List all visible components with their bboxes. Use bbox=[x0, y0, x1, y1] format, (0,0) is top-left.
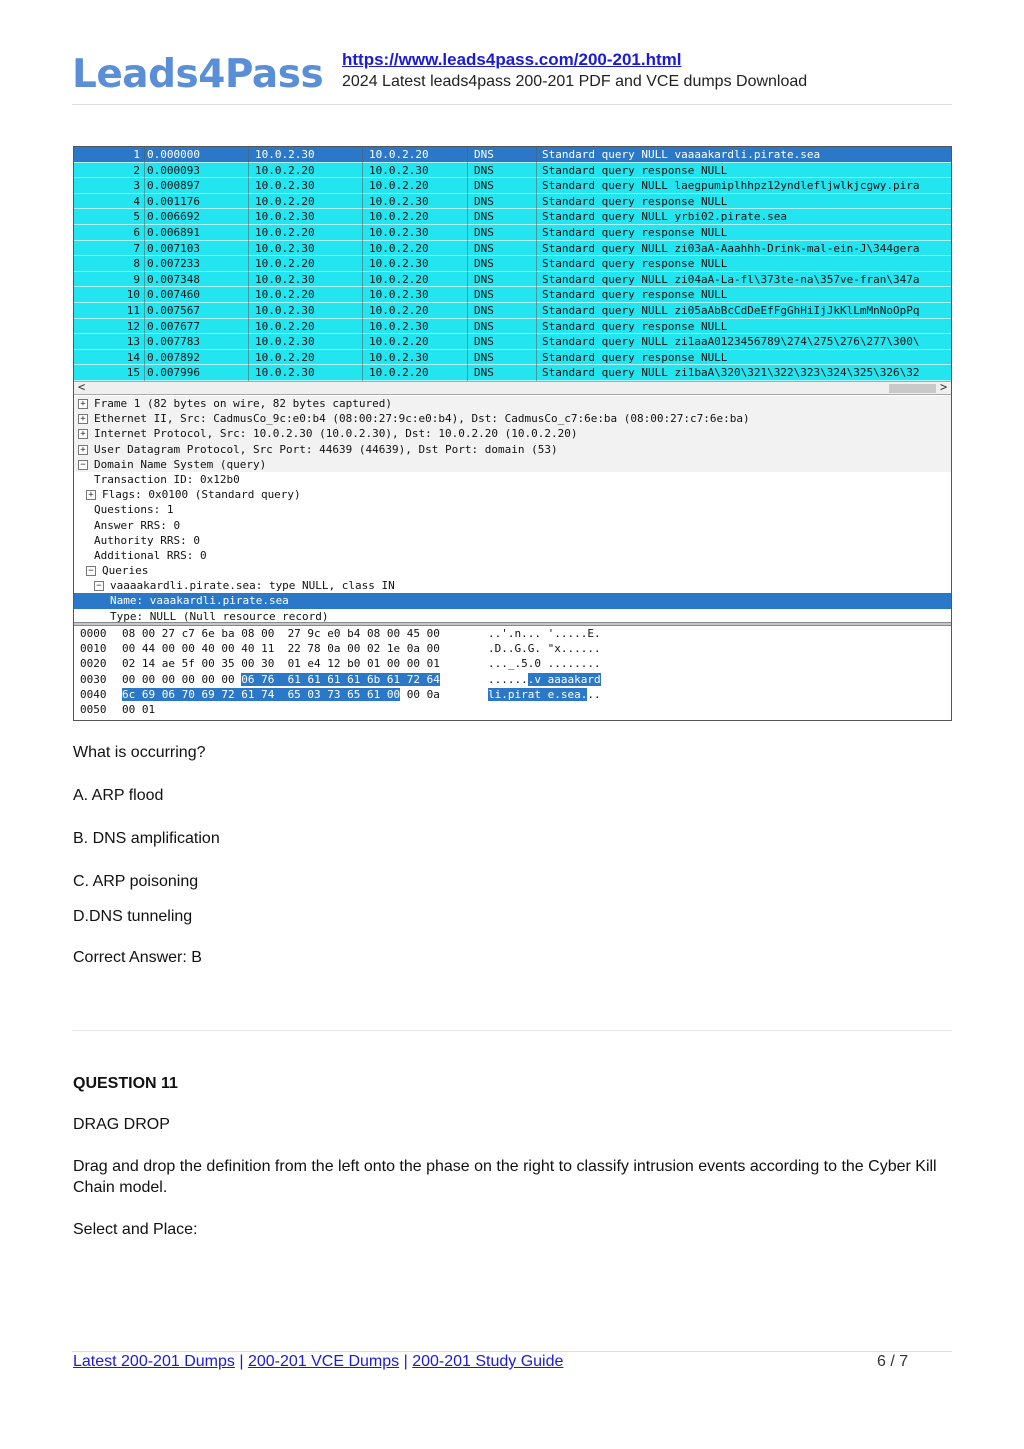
packet-number: 9 bbox=[133, 272, 140, 286]
hex-bytes-text: 00 00 00 00 00 00 bbox=[122, 672, 242, 686]
horizontal-scrollbar bbox=[74, 381, 951, 395]
packet-number: 6 bbox=[133, 225, 140, 239]
detail-line bbox=[74, 593, 951, 608]
packet-source: 10.0.2.30 bbox=[255, 148, 315, 161]
detail-text: Flags: 0x0100 (Standard query) bbox=[102, 488, 301, 502]
packet-info: Standard query NULL zi1baA\320\321\322\323\324\325\326\32 bbox=[542, 366, 920, 380]
hex-ascii bbox=[488, 687, 601, 702]
packet-source: 10.0.2.30 bbox=[255, 210, 315, 224]
packet-info: Standard query NULL yrbi02.pirate.sea bbox=[542, 210, 788, 224]
detail-line bbox=[74, 457, 951, 472]
option-b: B. DNS amplification bbox=[73, 830, 220, 847]
packet-number: 5 bbox=[133, 210, 140, 224]
hex-offset: 0010 bbox=[80, 642, 107, 656]
packet-info: Standard query NULL laegpumiplhhpz12yndlefljwlkjcgwy.pira bbox=[542, 179, 920, 193]
expand-toggle-icon: + bbox=[86, 490, 96, 500]
detail-line bbox=[74, 578, 951, 593]
packet-row bbox=[74, 350, 951, 366]
detail-line bbox=[74, 502, 951, 517]
packet-row bbox=[74, 365, 951, 381]
packet-source: 10.0.2.30 bbox=[255, 335, 315, 349]
packet-list bbox=[74, 147, 951, 381]
hex-ascii bbox=[488, 656, 601, 671]
option-c: C. ARP poisoning bbox=[73, 873, 199, 890]
packet-row bbox=[74, 287, 951, 303]
packet-number: 11 bbox=[126, 303, 140, 317]
hex-bytes-text: 00 01 bbox=[122, 702, 156, 716]
packet-protocol: DNS bbox=[474, 319, 494, 333]
packet-row bbox=[74, 209, 951, 225]
packet-time: 0.007348 bbox=[147, 272, 200, 286]
packet-info: Standard query response NULL bbox=[542, 225, 728, 239]
packet-protocol: DNS bbox=[474, 350, 494, 364]
packet-protocol: DNS bbox=[474, 210, 494, 224]
packet-info: Standard query NULL zi03aA-Aaahhh-Drink-mal-ein-J\344gera bbox=[542, 241, 920, 255]
packet-destination: 10.0.2.30 bbox=[369, 350, 429, 364]
header-url-link[interactable]: https://www.leads4pass.com/200-201.html bbox=[342, 50, 682, 69]
detail-line bbox=[74, 487, 951, 502]
packet-destination: 10.0.2.20 bbox=[369, 210, 429, 224]
detail-text: Additional RRS: 0 bbox=[94, 548, 207, 562]
page-number: 6 / 7 bbox=[877, 1353, 909, 1370]
hex-ascii bbox=[488, 672, 601, 687]
detail-text: Frame 1 (82 bytes on wire, 82 bytes captured) bbox=[94, 397, 393, 410]
packet-info: Standard query NULL zi05aAbBcCdDeEfFgGhHiIjJkKlLmMnNoOpPq bbox=[542, 303, 920, 317]
packet-info: Standard query response NULL bbox=[542, 163, 728, 177]
packet-number: 13 bbox=[126, 335, 140, 349]
packet-destination: 10.0.2.20 bbox=[369, 179, 429, 193]
hex-bytes-text: 02 14 ae 5f 00 35 00 30 01 e4 12 b0 01 00 00 01 bbox=[122, 657, 440, 671]
hex-ascii-text: ..._.5.0 ........ bbox=[488, 657, 601, 671]
expand-toggle-icon: + bbox=[78, 399, 88, 409]
packet-source: 10.0.2.20 bbox=[255, 163, 315, 177]
packet-protocol: DNS bbox=[474, 241, 494, 255]
hex-offset: 0040 bbox=[80, 687, 107, 701]
detail-text: Name: vaaakardli.pirate.sea bbox=[110, 594, 289, 608]
packet-info: Standard query NULL zi04aA-La-fl\373te-na\357ve-fran\347a bbox=[542, 272, 920, 286]
packet-time: 0.006692 bbox=[147, 210, 200, 224]
footer-separator: | bbox=[403, 1353, 408, 1370]
packet-source: 10.0.2.20 bbox=[255, 319, 315, 333]
hex-bytes bbox=[122, 672, 440, 687]
packet-time: 0.007103 bbox=[147, 241, 200, 255]
column-separator bbox=[248, 147, 249, 381]
hex-bytes-highlight: 06 76 61 61 61 61 6b 61 72 64 bbox=[241, 672, 440, 686]
detail-line bbox=[74, 533, 951, 548]
scroll-left-icon: < bbox=[78, 380, 86, 394]
hex-line bbox=[74, 656, 951, 671]
packet-destination: 10.0.2.30 bbox=[369, 163, 429, 177]
column-separator bbox=[362, 147, 363, 381]
packet-protocol: DNS bbox=[474, 163, 494, 177]
hex-ascii-text: .. bbox=[587, 687, 601, 701]
packet-info: Standard query response NULL bbox=[542, 288, 728, 302]
expand-toggle-icon: − bbox=[78, 460, 88, 470]
packet-number: 15 bbox=[126, 366, 140, 380]
packet-destination: 10.0.2.20 bbox=[369, 241, 429, 255]
packet-destination: 10.0.2.30 bbox=[369, 288, 429, 302]
expand-toggle-icon: + bbox=[78, 445, 88, 455]
packet-number: 14 bbox=[126, 350, 140, 364]
hex-offset: 0030 bbox=[80, 672, 107, 686]
hex-bytes-text: 00 0a bbox=[400, 687, 440, 701]
packet-row bbox=[74, 272, 951, 288]
expand-toggle-icon: + bbox=[78, 429, 88, 439]
column-separator bbox=[467, 147, 468, 381]
footer-links bbox=[73, 1353, 563, 1371]
packet-source: 10.0.2.20 bbox=[255, 288, 315, 302]
expand-toggle-icon: − bbox=[86, 566, 96, 576]
detail-line bbox=[74, 518, 951, 533]
scroll-right-icon: > bbox=[940, 380, 948, 394]
packet-info: Standard query response NULL bbox=[542, 257, 728, 271]
packet-row bbox=[74, 303, 951, 319]
expand-toggle-icon: + bbox=[78, 414, 88, 424]
packet-source: 10.0.2.20 bbox=[255, 257, 315, 271]
footer-link-latest-dumps[interactable]: Latest 200-201 Dumps bbox=[73, 1353, 235, 1370]
packet-info: Standard query NULL zi1aaA0123456789\274\275\276\277\300\ bbox=[542, 335, 920, 349]
packet-time: 0.007783 bbox=[147, 335, 200, 349]
expand-toggle-icon: − bbox=[94, 581, 104, 591]
packet-row bbox=[74, 225, 951, 241]
detail-line bbox=[74, 426, 951, 441]
hex-ascii-highlight: .v aaaakard bbox=[527, 672, 601, 686]
packet-capture-screenshot bbox=[73, 146, 952, 721]
question-prompt: What is occurring? bbox=[73, 744, 206, 761]
detail-line bbox=[74, 548, 951, 563]
footer-separator: | bbox=[239, 1353, 244, 1370]
packet-info: Standard query response NULL bbox=[542, 350, 728, 364]
packet-number: 3 bbox=[133, 179, 140, 193]
hex-bytes-highlight: 6c 69 06 70 69 72 61 74 65 03 73 65 61 00 bbox=[122, 687, 401, 701]
column-separator bbox=[536, 147, 537, 381]
footer-divider bbox=[72, 1351, 952, 1352]
packet-protocol: DNS bbox=[474, 272, 494, 286]
scroll-thumb bbox=[889, 384, 936, 393]
hex-line bbox=[74, 626, 951, 641]
detail-text: Transaction ID: 0x12b0 bbox=[94, 472, 240, 486]
packet-destination: 10.0.2.20 bbox=[369, 303, 429, 317]
detail-line bbox=[74, 442, 951, 457]
detail-line bbox=[74, 563, 951, 578]
detail-line bbox=[74, 472, 951, 487]
packet-protocol: DNS bbox=[474, 366, 494, 380]
hex-ascii-text: ..'.n... '.....E. bbox=[488, 627, 601, 640]
hex-offset: 0050 bbox=[80, 702, 107, 716]
packet-source: 10.0.2.20 bbox=[255, 350, 315, 364]
packet-protocol: DNS bbox=[474, 288, 494, 302]
packet-time: 0.007233 bbox=[147, 257, 200, 271]
hex-bytes bbox=[122, 641, 440, 656]
packet-destination: 10.0.2.20 bbox=[369, 335, 429, 349]
packet-protocol: DNS bbox=[474, 303, 494, 317]
packet-row bbox=[74, 334, 951, 350]
packet-protocol: DNS bbox=[474, 225, 494, 239]
packet-protocol: DNS bbox=[474, 335, 494, 349]
packet-protocol: DNS bbox=[474, 148, 494, 161]
packet-source: 10.0.2.20 bbox=[255, 225, 315, 239]
detail-line bbox=[74, 609, 951, 622]
packet-time: 0.001176 bbox=[147, 194, 200, 208]
packet-time: 0.007996 bbox=[147, 366, 200, 380]
detail-text: User Datagram Protocol, Src Port: 44639 (44639), Dst Port: domain (53) bbox=[94, 442, 558, 456]
option-d: D.DNS tunneling bbox=[73, 908, 193, 925]
packet-source: 10.0.2.30 bbox=[255, 241, 315, 255]
packet-time: 0.007892 bbox=[147, 350, 200, 364]
detail-text: Domain Name System (query) bbox=[94, 457, 267, 471]
packet-time: 0.000000 bbox=[147, 148, 200, 161]
packet-row bbox=[74, 163, 951, 179]
packet-destination: 10.0.2.30 bbox=[369, 319, 429, 333]
hex-bytes bbox=[122, 687, 440, 702]
packet-time: 0.000093 bbox=[147, 163, 200, 177]
packet-row bbox=[74, 178, 951, 194]
section-divider bbox=[72, 1030, 952, 1031]
packet-destination: 10.0.2.20 bbox=[369, 272, 429, 286]
packet-destination: 10.0.2.20 bbox=[369, 366, 429, 380]
packet-time: 0.007460 bbox=[147, 288, 200, 302]
footer-link-vce-dumps[interactable]: 200-201 VCE Dumps bbox=[247, 1353, 400, 1370]
packet-source: 10.0.2.30 bbox=[255, 303, 315, 317]
packet-source: 10.0.2.20 bbox=[255, 194, 315, 208]
detail-text: Questions: 1 bbox=[94, 503, 174, 517]
detail-text: Ethernet II, Src: CadmusCo_9c:e0:b4 (08:00:27:9c:e0:b4), Dst: CadmusCo_c7:6e:ba (08:00:27:c7:6e:ba) bbox=[94, 412, 750, 426]
detail-text: Type: NULL (Null resource record) bbox=[110, 609, 329, 622]
column-separator bbox=[144, 147, 145, 381]
hex-bytes bbox=[122, 702, 155, 717]
packet-source: 10.0.2.30 bbox=[255, 272, 315, 286]
packet-destination: 10.0.2.20 bbox=[369, 148, 429, 161]
hex-ascii bbox=[488, 641, 601, 656]
packet-destination: 10.0.2.30 bbox=[369, 194, 429, 208]
hex-offset: 0000 bbox=[80, 627, 107, 640]
packet-row bbox=[74, 147, 951, 163]
packet-time: 0.007567 bbox=[147, 303, 200, 317]
packet-protocol: DNS bbox=[474, 179, 494, 193]
packet-time: 0.000897 bbox=[147, 179, 200, 193]
question-title: QUESTION 11 bbox=[73, 1075, 178, 1092]
packet-number: 10 bbox=[126, 288, 140, 302]
packet-details-pane bbox=[74, 396, 951, 622]
hex-bytes bbox=[122, 626, 440, 641]
site-logo: Leads4Pass bbox=[72, 52, 324, 97]
detail-text: Answer RRS: 0 bbox=[94, 518, 181, 532]
detail-line bbox=[74, 396, 951, 411]
correct-answer: Correct Answer: B bbox=[73, 949, 202, 966]
hex-bytes-text: 08 00 27 c7 6e ba 08 00 27 9c e0 b4 08 00 45 00 bbox=[122, 627, 440, 640]
packet-row bbox=[74, 319, 951, 335]
packet-row bbox=[74, 256, 951, 272]
packet-number: 12 bbox=[126, 319, 140, 333]
hex-line bbox=[74, 702, 951, 717]
hex-bytes bbox=[122, 656, 440, 671]
detail-text: Authority RRS: 0 bbox=[94, 533, 200, 547]
packet-info: Standard query response NULL bbox=[542, 319, 728, 333]
packet-protocol: DNS bbox=[474, 257, 494, 271]
hex-ascii-text: ...... bbox=[488, 672, 528, 686]
packet-info: Standard query NULL vaaaakardli.pirate.sea bbox=[542, 148, 821, 161]
packet-time: 0.007677 bbox=[147, 319, 200, 333]
hex-ascii bbox=[488, 626, 601, 641]
hex-line bbox=[74, 687, 951, 702]
packet-protocol: DNS bbox=[474, 194, 494, 208]
packet-number: 4 bbox=[133, 194, 140, 208]
packet-number: 2 bbox=[133, 163, 140, 177]
packet-row bbox=[74, 241, 951, 257]
hex-ascii-text: .D..G.G. "x...... bbox=[488, 642, 601, 656]
packet-number: 1 bbox=[133, 148, 140, 161]
hex-offset: 0020 bbox=[80, 657, 107, 671]
packet-info: Standard query response NULL bbox=[542, 194, 728, 208]
packet-time: 0.006891 bbox=[147, 225, 200, 239]
hex-line bbox=[74, 641, 951, 656]
hex-line bbox=[74, 672, 951, 687]
detail-text: Internet Protocol, Src: 10.0.2.30 (10.0.2.30), Dst: 10.0.2.20 (10.0.2.20) bbox=[94, 427, 578, 441]
question-type: DRAG DROP bbox=[73, 1116, 170, 1133]
header-subtitle: 2024 Latest leads4pass 200-201 PDF and VCE dumps Download bbox=[342, 73, 808, 90]
packet-source: 10.0.2.30 bbox=[255, 366, 315, 380]
packet-row bbox=[74, 194, 951, 210]
footer-link-study-guide[interactable]: 200-201 Study Guide bbox=[412, 1353, 564, 1370]
packet-bytes-pane bbox=[74, 626, 951, 717]
select-and-place-label: Select and Place: bbox=[73, 1221, 198, 1238]
option-a: A. ARP flood bbox=[73, 787, 164, 804]
hex-ascii-highlight: li.pirat e.sea. bbox=[488, 687, 588, 701]
header-divider bbox=[72, 104, 952, 105]
hex-bytes-text: 00 44 00 00 40 00 40 11 22 78 0a 00 02 1e 0a 00 bbox=[122, 642, 440, 656]
detail-line bbox=[74, 411, 951, 426]
detail-text: vaaaakardli.pirate.sea: type NULL, class IN bbox=[110, 579, 395, 593]
detail-text: Queries bbox=[102, 564, 149, 578]
packet-source: 10.0.2.30 bbox=[255, 179, 315, 193]
packet-destination: 10.0.2.30 bbox=[369, 225, 429, 239]
question-body: Drag and drop the definition from the left onto the phase on the right to classify intrusion events according to the Cyber Kill Chain model. bbox=[73, 1158, 937, 1196]
packet-destination: 10.0.2.30 bbox=[369, 257, 429, 271]
packet-number: 8 bbox=[133, 257, 140, 271]
packet-number: 7 bbox=[133, 241, 140, 255]
